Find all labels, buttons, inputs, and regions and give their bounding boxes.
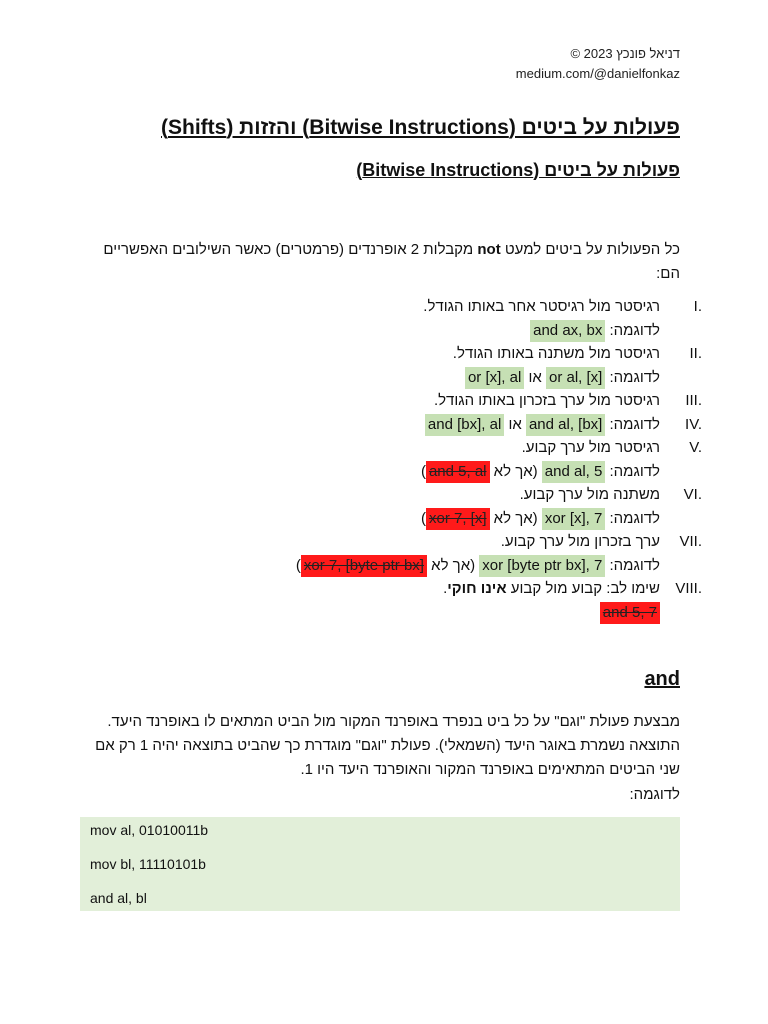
- list-text: רגיסטר מול משתנה באותו הגודל.: [452, 345, 660, 362]
- example-prefix: לדוגמה:: [605, 415, 660, 433]
- valid-example: and [bx], al: [425, 414, 504, 436]
- list-text: ערך בזכרון מול ערך קבוע.: [500, 533, 660, 550]
- example-prefix: לדוגמה:: [605, 462, 660, 480]
- valid-example: and al, 5: [542, 461, 606, 483]
- example-connector: (אך לא: [426, 556, 480, 574]
- list-number: II.: [689, 345, 702, 362]
- list-item: [80, 389, 702, 413]
- intro-paragraph: [85, 238, 680, 286]
- list-text: רגיסטר מול ערך בזכרון באותו הגודל.: [433, 392, 660, 409]
- example-connector: (אך לא: [489, 462, 542, 480]
- example-row: [80, 601, 660, 625]
- list-text: משתנה מול ערך קבוע.: [519, 486, 660, 503]
- list-number: I.: [693, 298, 702, 315]
- code-line: and al, bl: [90, 890, 147, 906]
- operand-combinations-list: [80, 295, 702, 624]
- list-number: V.: [689, 439, 702, 456]
- example-row: [80, 554, 660, 578]
- section-subtitle: פעולות על ביטים (Bitwise Instructions): [356, 160, 680, 180]
- code-example-block: [80, 817, 680, 911]
- example-row: [80, 507, 660, 531]
- list-item: [80, 530, 702, 554]
- list-item: [80, 413, 702, 437]
- invalid-example: and 5, al: [426, 461, 490, 483]
- invalid-example: xor 7, [byte ptr bx]: [301, 555, 427, 577]
- code-line: mov al, 01010011b: [90, 822, 209, 838]
- author-url[interactable]: medium.com/@danielfonkaz: [515, 66, 680, 81]
- list-text: רגיסטר מול ערך קבוע.: [521, 439, 660, 456]
- example-close: ): [420, 509, 426, 527]
- list-number: III.: [685, 392, 702, 409]
- example-connector: או: [524, 368, 546, 386]
- list-item: [80, 295, 702, 319]
- list-item: [80, 436, 702, 460]
- example-prefix: לדוגמה:: [605, 556, 660, 574]
- valid-example: and al, [bx]: [526, 414, 605, 436]
- list-number: IV.: [685, 415, 702, 433]
- invalid-example: xor 7, [x]: [426, 508, 490, 530]
- intro-before: כל הפעולות על ביטים למעט: [500, 241, 680, 258]
- document-title: פעולות על ביטים (Bitwise Instructions) והזזות (Shifts): [161, 116, 680, 139]
- list-number: VI.: [683, 486, 702, 503]
- example-prefix: לדוגמה:: [605, 368, 660, 386]
- note-prefix: שימו לב: קבוע מול קבוע: [506, 580, 660, 597]
- and-description: מבצעת פעולת "וגם" על כל ביט בנפרד באופרנד המקור מול הביט המתאים לו באופרנד היעד. התוצאה נשמרת באוגר היעד (השמאלי). פעולת "וגם" מוגדרת כך שהביט בתוצאה יהיה 1 רק אם שני הביטים המתאימים באופרנד המקור והאופרנד היעד היו 1.: [95, 713, 680, 778]
- example-prefix: לדוגמה:: [605, 509, 660, 527]
- example-close: ): [420, 462, 426, 480]
- example-row: [80, 319, 660, 343]
- note-end: .: [443, 580, 448, 597]
- valid-example: xor [x], 7: [542, 508, 606, 530]
- list-item: [80, 483, 702, 507]
- page-header: [470, 44, 680, 84]
- valid-example: and ax, bx: [530, 320, 605, 342]
- intro-keyword: not: [477, 241, 501, 258]
- list-item: [80, 577, 702, 601]
- and-section-heading: and: [644, 668, 680, 690]
- note-emphasis: אינו חוקי: [447, 580, 507, 597]
- example-row: [80, 460, 660, 484]
- copyright-line: © דניאל פונכץ 2023: [570, 46, 680, 61]
- example-close: ): [295, 556, 301, 574]
- valid-example: or al, [x]: [546, 367, 605, 389]
- example-prefix: לדוגמה:: [605, 321, 660, 339]
- example-row: [80, 366, 660, 390]
- code-line: mov bl, 11110101b: [90, 856, 206, 872]
- valid-example: or [x], al: [465, 367, 524, 389]
- list-number: VII.: [679, 533, 702, 550]
- example-connector: או: [504, 415, 526, 433]
- invalid-example: and 5, 7: [600, 602, 660, 624]
- valid-example: xor [byte ptr bx], 7: [479, 555, 605, 577]
- example-label: לדוגמה:: [629, 786, 680, 803]
- list-item: [80, 342, 702, 366]
- example-connector: (אך לא: [489, 509, 542, 527]
- intro-after: מקבלות 2 אופרנדים (פרמטרים) כאשר השילובים האפשריים הם:: [103, 241, 680, 282]
- list-text: רגיסטר מול רגיסטר אחר באותו הגודל.: [423, 298, 660, 315]
- list-number: VIII.: [675, 580, 702, 597]
